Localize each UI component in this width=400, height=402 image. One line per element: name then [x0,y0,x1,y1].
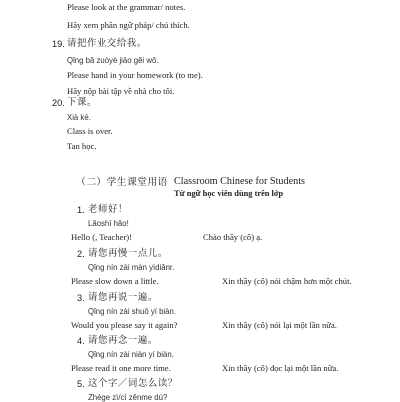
item-number: 20. [52,98,65,108]
english-line: Class is over. [67,126,113,136]
vietnamese-line: Hãy nộp bài tập về nhà cho tôi. [67,86,175,96]
chinese-sentence: 下课。 [67,97,97,108]
chinese-sentence: 这个字／词怎么读？ [88,378,178,389]
item-number: 19. [52,39,65,49]
section-title-vietnamese: Từ ngữ học viên dùng trên lớp [174,189,284,198]
chinese-sentence: 请您再念一遍。 [88,335,158,346]
vietnamese-line: Xin thầy (cô) nói lại một lần nữa. [222,320,337,330]
english-line: Hello (, Teacher)! [71,232,133,242]
english-line: Please hand in your homework (to me). [67,70,203,80]
vietnamese-line: Xin thầy (cô) nói chậm hơn một chút. [222,276,352,286]
english-line: Please slow down a little. [71,276,159,286]
pinyin-line: Zhège zì/cí zěnme dú? [88,393,168,402]
pinyin-line: Xià kè. [67,113,91,122]
pinyin-line: Lǎoshī hǎo! [88,219,129,228]
top-vietnamese-line: Hãy xem phần ngữ pháp/ chú thích. [67,20,190,30]
pinyin-line: Qǐng nín zài màn yìdiǎnr. [88,263,175,272]
item-number: 4. [77,336,85,346]
pinyin-line: Qǐng nín zài shuō yí biàn. [88,307,176,316]
item-number: 1. [77,205,85,215]
english-line: Please read it one more time. [71,363,171,373]
vietnamese-line: Tan học. [67,141,97,151]
section-title-chinese: （二）学生课堂用语 [76,177,168,188]
vietnamese-line: Xin thầy (cô) đọc lại một lần nữa. [222,363,339,373]
chinese-sentence: 老师好！ [88,204,128,215]
chinese-sentence: 请您再说一遍。 [88,292,158,303]
vietnamese-line: Chào thầy (cô) ạ. [203,232,263,242]
item-number: 5. [77,379,85,389]
section-title-english: Classroom Chinese for Students [174,176,306,187]
item-number: 2. [77,249,85,259]
pinyin-line: Qǐng bǎ zuòyè jiāo gěi wǒ. [67,56,159,65]
pinyin-line: Qǐng nín zài niàn yí biàn. [88,350,174,359]
item-number: 3. [77,293,85,303]
english-line: Would you please say it again? [71,320,178,330]
chinese-sentence: 请把作业交给我。 [67,38,147,49]
chinese-sentence: 请您再慢一点儿。 [88,248,168,259]
top-english-line: Please look at the grammar/ notes. [67,2,186,12]
